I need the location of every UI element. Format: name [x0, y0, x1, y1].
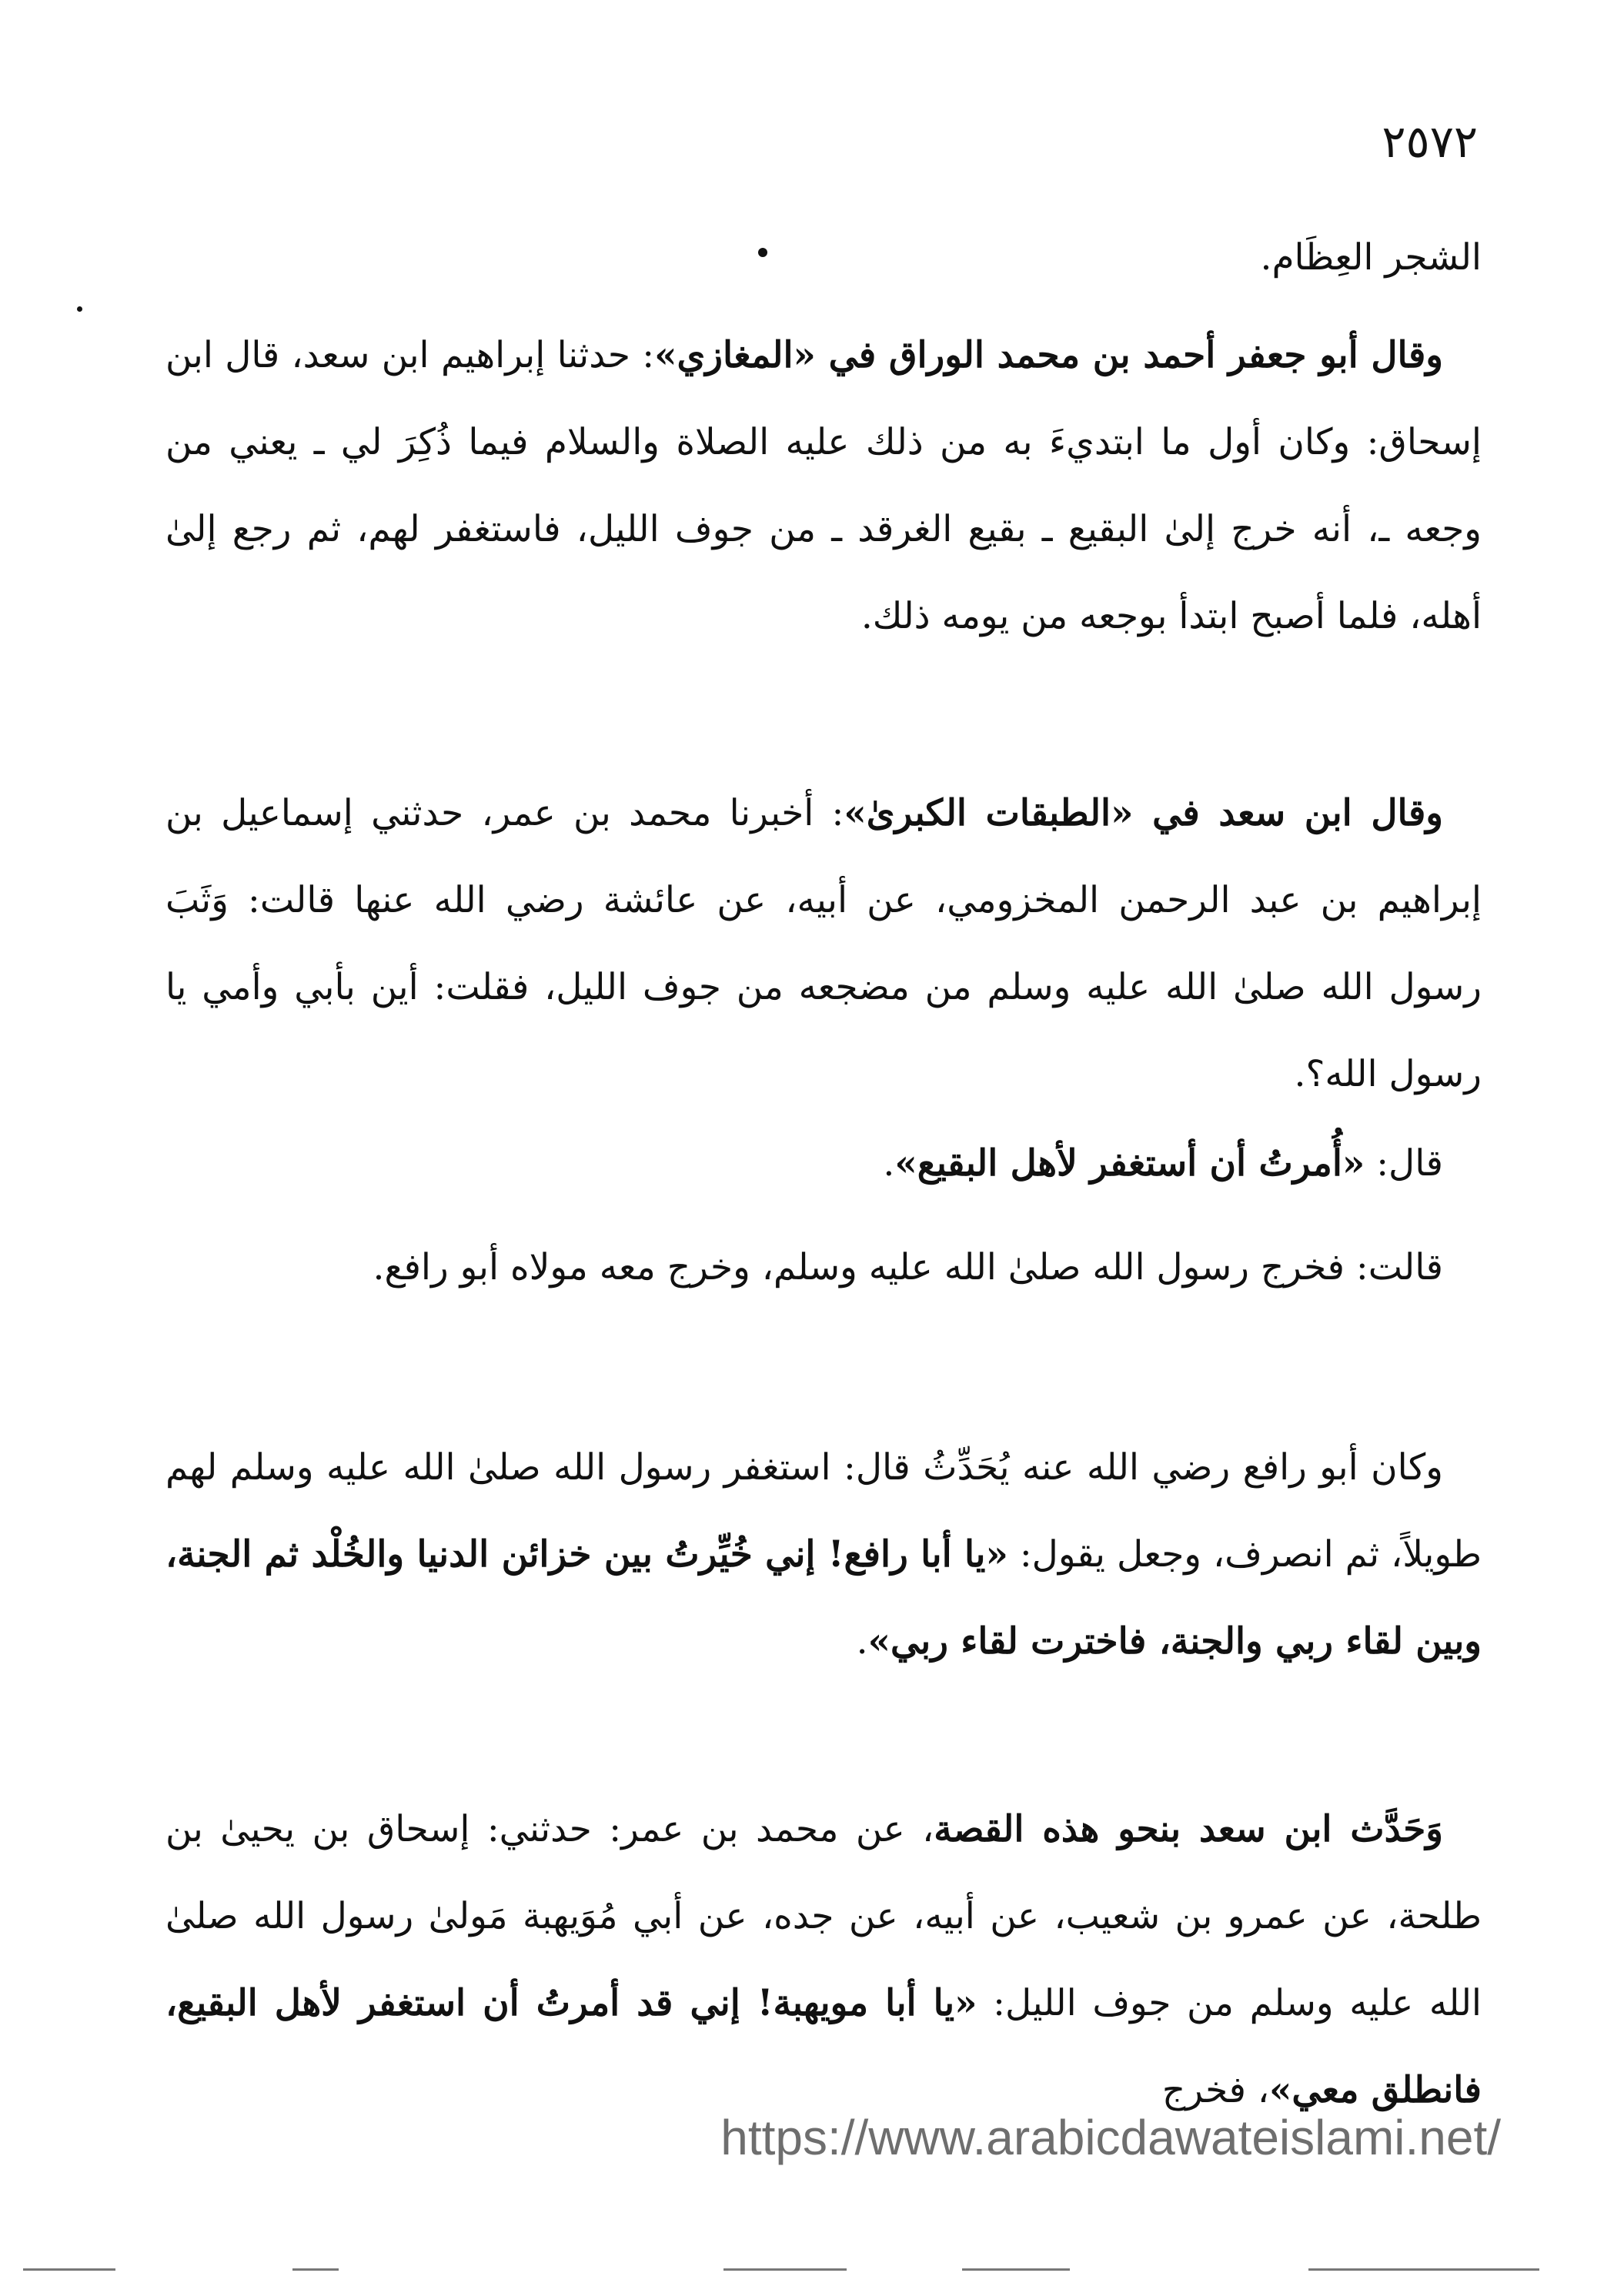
paragraph-ibn-saad-tabaqat	[165, 770, 1482, 1118]
hadith-quote: «يا أبا رافع! إني خُيِّرتُ بين خزائن الدنيا والخُلْد ثم الجنة، وبين لقاء ربي والجنة، فاخترت لقاء ربي»	[165, 1533, 1482, 1663]
paragraph-muwayhiba: وَحَدَّث ابن سعد بنحو هذه القصة، عن محمد بن عمر: حدثني: إسحاق بن يحيىٰ بن طلحة، عن عمرو بن شعيب، عن أبيه، عن جده، عن أبي مُوَيهبة مَولىٰ رسول الله صلىٰ الله عليه وسلم من جوف الليل: «يا أبا مويهبة! إني قد أمرتُ أن استغفر لأهل البقيع، فانطلق معي»، فخرج	[165, 1808, 1482, 2111]
opening-line-block	[165, 214, 1482, 301]
paragraph-abu-rafi-went-out	[165, 1224, 1482, 1311]
scan-speck	[77, 306, 82, 312]
paragraph-lead: وقال أبو جعفر أحمد بن محمد الوراق في «المغازي»	[654, 334, 1443, 376]
paragraph-hadith-quote: قال: «أُمرتُ أن أستغفر لأهل البقيع».	[883, 1142, 1443, 1185]
scan-edge-mark	[962, 2268, 1070, 2271]
watermark-url: https://www.arabicdawateislami.net/	[720, 2110, 1501, 2165]
paragraph-body: : حدثنا إبراهيم ابن سعد، قال ابن إسحاق: وكان أول ما ابتديءَ به من ذلك عليه الصلاة والسلام فيما ذُكِرَ لي ـ يعني من وجعه ـ، أنه خرج إلىٰ البقيع ـ بقيع الغرقد ـ من جوف الليل، فاستغفر لهم، ثم رجع إلىٰ أهله، فلما أصبح ابتدأ بوجعه من يومه ذلك.	[165, 334, 1482, 637]
hadith-quote: «يا أبا مويهبة! إني قد أمرتُ أن استغفر لأهل البقيع، فانطلق معي»	[165, 1982, 1482, 2111]
scan-edge-mark	[1308, 2268, 1539, 2271]
hadith-quote: «أُمرتُ أن أستغفر لأهل البقيع»	[894, 1142, 1365, 1185]
paragraph-abu-rafi-narration: وكان أبو رافع رضي الله عنه يُحَدِّثُ قال: استغفر رسول الله صلىٰ الله عليه وسلم لهم طويلاً، ثم انصرف، وجعل يقول: «يا أبا رافع! إني خُيِّرتُ بين خزائن الدنيا والخُلْد ثم الجنة، وبين لقاء ربي والجنة، فاخترت لقاء ربي».	[165, 1446, 1482, 1663]
paragraph-lead: قال:	[1365, 1142, 1443, 1185]
scan-edge-mark	[723, 2268, 847, 2271]
page-number: ٢٥٧٢	[1382, 115, 1478, 168]
paragraph-body: ، عن محمد بن عمر: حدثني: إسحاق بن يحيىٰ بن طلحة، عن عمرو بن شعيب، عن أبيه، عن جده، عن أبي مُوَيهبة مَولىٰ رسول الله صلىٰ الله عليه وسلم من جوف الليل:	[165, 1808, 1482, 2024]
scan-edge-mark	[292, 2268, 339, 2271]
paragraph-body: قالت: فخرج رسول الله صلىٰ الله عليه وسلم، وخرج معه مولاه أبو رافع.	[373, 1246, 1443, 1289]
paragraph-body: : أخبرنا محمد بن عمر، حدثني إسماعيل بن إبراهيم بن عبد الرحمن المخزومي، عن أبيه، عن عائشة رضي الله عنها قالت: وَثَبَ رسول الله صلىٰ الله عليه وسلم من مضجعه من جوف الليل، فقلت: أين بأبي وأمي يا رسول الله؟.	[165, 792, 1482, 1095]
scan-edge-mark	[23, 2268, 115, 2271]
paragraph-lead: وَحَدَّث ابن سعد بنحو هذه القصة	[934, 1808, 1443, 1850]
paragraph-body: وكان أبو رافع رضي الله عنه يُحَدِّثُ قال: استغفر رسول الله صلىٰ الله عليه وسلم لهم طويلاً، ثم انصرف، وجعل يقول:	[165, 1446, 1482, 1576]
paragraph-abu-jafar	[165, 312, 1482, 660]
opening-line: الشجر العِظَام.	[1260, 236, 1482, 279]
paragraph-lead: وقال ابن سعد في «الطبقات الكبرىٰ»	[844, 792, 1443, 834]
